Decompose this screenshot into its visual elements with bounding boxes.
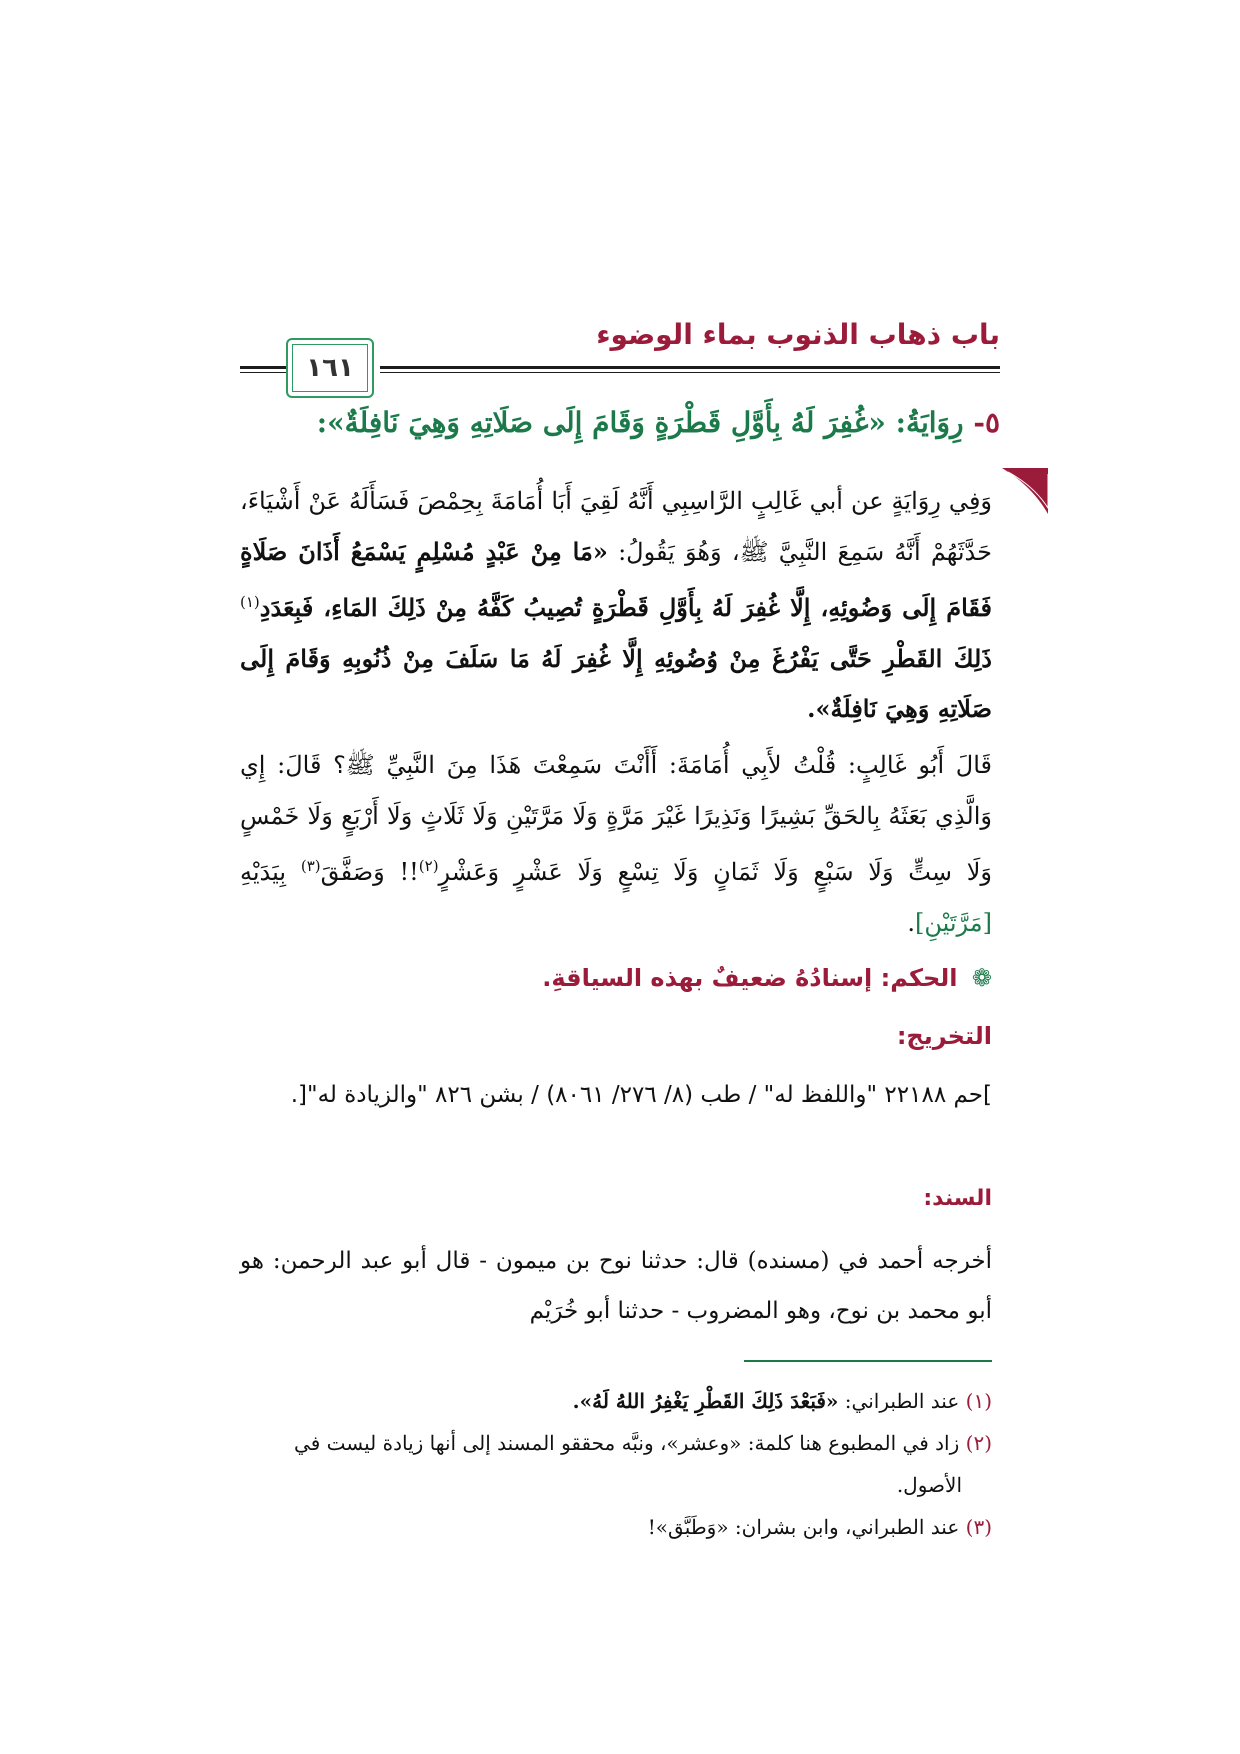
footnote-text: عند الطبراني: [844, 1389, 960, 1413]
narration-paragraph [240, 476, 992, 735]
footnote-3 [240, 1506, 992, 1548]
hadith-text-2: ذَلِكَ القَطْرِ حَتَّى يَفْرُغَ مِنْ وُضُوئِهِ إِلَّا غُفِرَ لَهُ مَا سَلَفَ مِنْ ذُنُوبِهِ وَقَامَ إِلَى صَلَاتِهِ وَهِيَ نَافِلَةٌ». [240, 643, 992, 723]
header-rule-left-thin [240, 372, 286, 373]
dialogue-text-3: بِيَدَيْهِ [240, 858, 287, 886]
footnote-ref-2[interactable]: (٢) [418, 857, 439, 875]
footnote-1 [240, 1380, 992, 1422]
corner-ornament-icon [1002, 468, 1048, 514]
takhrij-text: ]حم ٢٢١٨٨ "واللفظ له" / طب (٨/ ٢٧٦/ ٨٠٦١) / بشن ٨٢٦ "والزيادة له"[. [290, 1082, 992, 1108]
footnote-number: (١) [965, 1389, 992, 1413]
footnote-text: الأصول. [896, 1473, 962, 1497]
header-rule-left [240, 366, 286, 369]
header-rule [380, 366, 1000, 369]
footnotes [240, 1380, 992, 1548]
footnote-number: (٢) [965, 1431, 992, 1455]
dialogue-text-2: !! وَصَفَّقَ [320, 858, 419, 886]
running-title: باب ذهاب الذنوب بماء الوضوء [596, 318, 1000, 351]
section-number: ٥- [973, 406, 1000, 439]
flower-icon: ❁ [971, 964, 992, 992]
takhrij-title: التخريج: [896, 1022, 992, 1050]
footnote-text: عند الطبراني، وابن بشران: «وَطَبَّق»! [647, 1515, 960, 1539]
hadith-text-1: «مَا مِنْ عَبْدٍ مُسْلِمٍ يَسْمَعُ أَذَانَ صَلَاةٍ فَقَامَ إِلَى وَضُوئِهِ، إِلَّا غُفِرَ لَهُ بِأَوَّلِ قَطْرَةٍ تُصِيبُ كَفَّهُ مِنْ ذَلِكَ المَاءِ، فَبِعَدَدِ [240, 536, 992, 622]
sanad-text: أخرجه أحمد في (مسنده) قال: حدثنا نوح بن ميمون - قال أبو عبد الرحمن: هو أبو محمد بن نوح، وهو المضروب - حدثنا أبو خُرَيْم [240, 1248, 992, 1324]
footnote-ref-3[interactable]: (٣) [300, 857, 321, 875]
header-rule-thin [380, 372, 1000, 373]
footnote-text: زاد في المطبوع هنا كلمة: «وعشر»، ونبَّه محققو المسند إلى أنها زيادة ليست في [294, 1431, 960, 1455]
sanad-title: السند: [923, 1186, 992, 1211]
section-title: رِوَايَةُ: «غُفِرَ لَهُ بِأَوَّلِ قَطْرَةٍ وَقَامَ إِلَى صَلَاتِهِ وَهِيَ نَافِلَةٌ»: [316, 406, 964, 439]
footnote-quote: «فَبَعْدَ ذَلِكَ القَطْرِ يَغْفِرُ اللهُ لَهُ». [572, 1389, 839, 1413]
dialogue-text-1: قَالَ أَبُو غَالِبٍ: قُلْتُ لأَبِي أُمَامَةَ: أَأَنْتَ سَمِعْتَ هَذَا مِنَ النَّبِيِّ ﷺ؟ قَالَ: إِي وَالَّذِي بَعَثَهُ بِالحَقِّ بَشِيرًا وَنَذِيرًا غَيْرَ مَرَّةٍ وَلَا مَرَّتَيْنِ وَلَا ثَلَاثٍ وَلَا أَرْبَعٍ وَلَا خَمْسٍ وَلَا سِتٍّ وَلَا سَبْعٍ وَلَا ثَمَانٍ وَلَا تِسْعٍ وَلَا عَشْرٍ وَعَشْرٍ [240, 751, 992, 886]
footnote-2 [240, 1422, 992, 1464]
page-number-badge [286, 338, 374, 398]
dialogue-paragraph [240, 740, 992, 948]
ruling-label: الحكم: [880, 964, 958, 992]
ruling-value: إسنادُهُ ضعيفٌ بهذه السياقةِ. [542, 964, 873, 992]
bracket-addition: [مَرَّتَيْنِ] [914, 908, 992, 937]
section-heading [240, 398, 1000, 448]
page-number: ١٦١ [306, 353, 354, 383]
dialogue-end: . [907, 908, 915, 937]
narration-intro: وَفِي رِوَايَةٍ عن أبي غَالِبٍ الرَّاسِبِي أَنَّهُ لَقِيَ أَبَا أُمَامَةَ بِحِمْصَ فَسَأَلَهُ عَنْ أَشْيَاءَ، حَدَّثَهُمْ أَنَّهُ سَمِعَ النَّبِيَّ ﷺ، وَهُوَ يَقُولُ: [240, 487, 992, 566]
ruling-line [232, 958, 992, 998]
footnote-separator [744, 1360, 992, 1362]
footnote-2-continued [240, 1464, 992, 1506]
footnote-ref-1[interactable]: (١) [240, 593, 260, 611]
footnote-number: (٣) [965, 1515, 992, 1539]
